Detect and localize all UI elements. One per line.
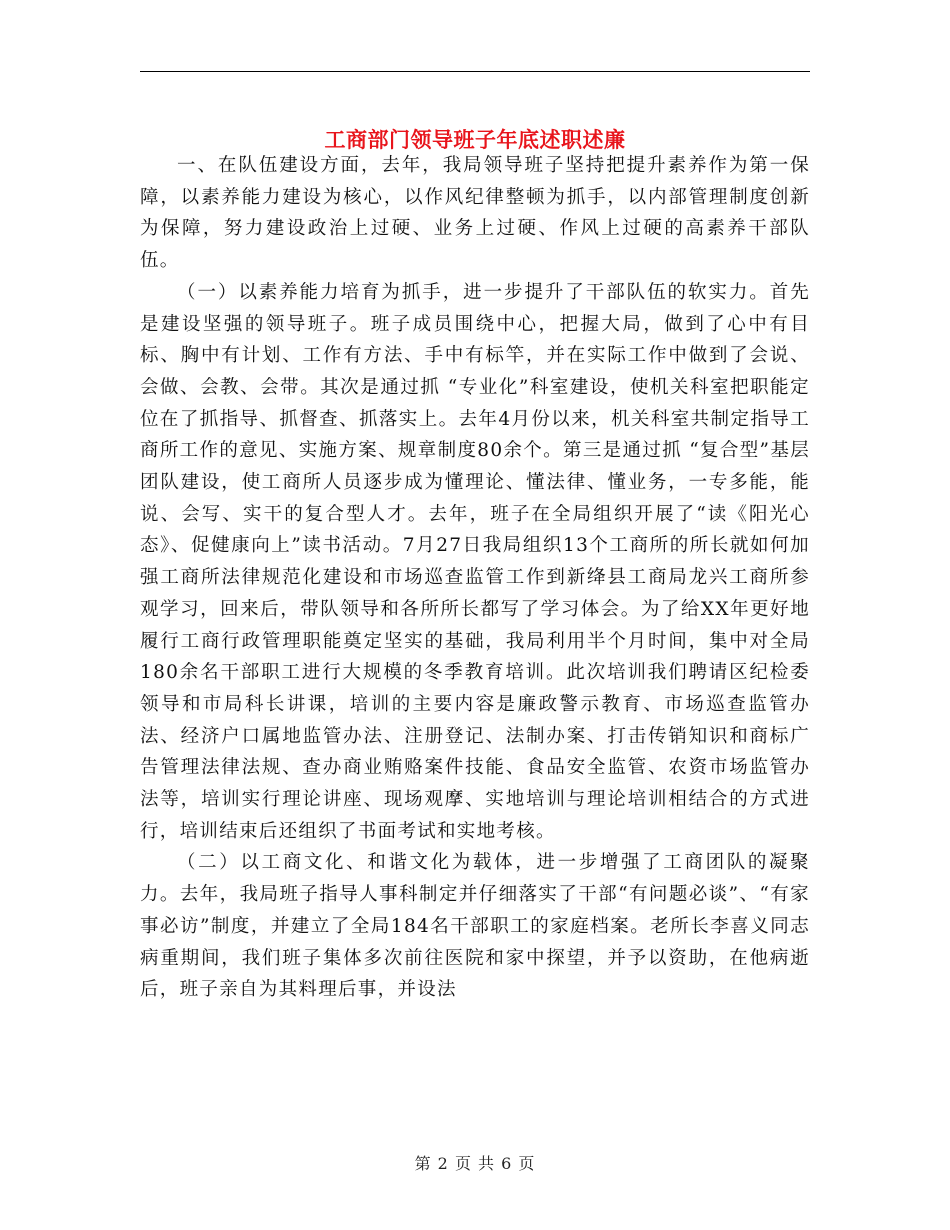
body-paragraph: （一）以素养能力培育为抓手，进一步提升了干部队伍的软实力。首先是建设坚强的领导班子。班子成员围绕中心，把握大局，做到了心中有目标、胸中有计划、工作有方法、手中有标竿，并在实际工作中做到了会说、会做、会教、会带。其次是通过抓 “专业化”科室建设，使机关科室把职能定位在了抓指导、抓督查、抓落实上。去年4月份以来，机关科室共制定指导工商所工作的意见、实施方案、规章制度80余个。第三是通过抓 “复合型”基层团队建设，使工商所人员逐步成为懂理论、懂法律、懂业务，一专多能，能说、会写、实干的复合型人才。去年，班子在全局组织开展了“读《阳光心态》、促健康向上”读书活动。7月27日我局组织13个工商所的所长就如何加强工商所法律规范化建设和市场巡查监管工作到新绛县工商局龙兴工商所参观学习，回来后，带队领导和各所所长都写了学习体会。为了给XX年更好地履行工商行政管理职能奠定坚实的基础，我局利用半个月时间，集中对全局180余名干部职工进行大规模的冬季教育培训。此次培训我们聘请区纪检委领导和市局科长讲课，培训的主要内容是廉政警示教育、市场巡查监管办法、经济户口属地监管办法、注册登记、法制办案、打击传销知识和商标广告管理法律法规、查办商业贿赂案件技能、食品安全监管、农资市场监管办法等，培训实行理论讲座、现场观摩、实地培训与理论培训相结合的方式进行，培训结束后还组织了书面考试和实地考核。	[140, 281, 810, 842]
header-rule	[140, 71, 810, 72]
page-number-footer: 第 2 页 共 6 页	[414, 1154, 536, 1173]
body-paragraph: （二）以工商文化、和谐文化为载体，进一步增强了工商团队的凝聚力。去年，我局班子指导人事科制定并仔细落实了干部“有问题必谈”、“有家事必访”制度，并建立了全局184名干部职工的家庭档案。老所长李喜义同志病重期间，我们班子集体多次前往医院和家中探望，并予以资助，在他病逝后，班子亲自为其料理后事，并设法	[140, 852, 810, 1001]
document-body	[140, 150, 810, 1006]
document-title: 工商部门领导班子年底述职述廉	[324, 127, 626, 153]
body-paragraph: 一、在队伍建设方面，去年，我局领导班子坚持把提升素养作为第一保障，以素养能力建设为核心，以作风纪律整顿为抓手，以内部管理制度创新为保障，努力建设政治上过硬、业务上过硬、作风上过硬的高素养干部队伍。	[140, 155, 810, 272]
